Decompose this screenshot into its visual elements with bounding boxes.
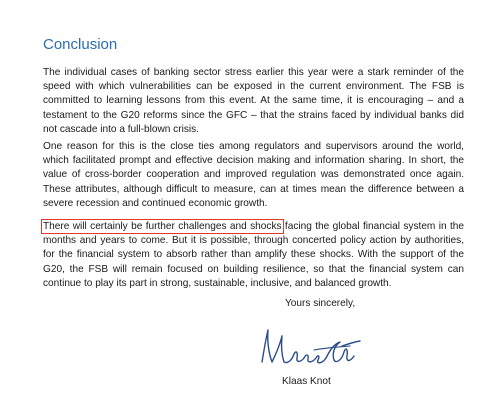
signer-name: Klaas Knot: [282, 376, 331, 387]
paragraph-future-challenges: [43, 220, 464, 291]
paragraph-cooperation: One reason for this is the close ties among regulators and supervisors around the world, which facilitated prompt and effective decision making and information sharing. In short, the value of cross-border cooperation and improved regulation was demonstrated once again. These attributes, although difficult to measure, can at times mean the difference between a severe recession and continued economic growth.: [43, 141, 464, 209]
paragraph-future-challenges-rest: facing the global financial system in the months and years to come. But it is possible, through concerted policy action by authorities, for the financial system to absorb rather than amplify these shocks. With the support of the G20, the FSB will remain focused on building resilience, so that the financial system can continue to play its part in strong, sustainable, inclusive, and balanced growth.: [43, 221, 464, 289]
section-heading: Conclusion: [43, 36, 118, 53]
closing-salutation: Yours sincerely,: [285, 298, 356, 309]
paragraph-banking-stress: The individual cases of banking sector stress earlier this year were a stark reminder of the speed with which vulnerabilities can be exposed in the current environment. The FSB is committed to learning lessons from this event. At the same time, it is encouraging – and a testament to the G20 reforms since the GFC – that the strains faced by individual banks did not cascade into a full-blown crisis.: [43, 67, 464, 135]
highlighted-sentence: There will certainly be further challenges and shocks: [43, 221, 282, 232]
handwritten-signature: [254, 320, 364, 372]
